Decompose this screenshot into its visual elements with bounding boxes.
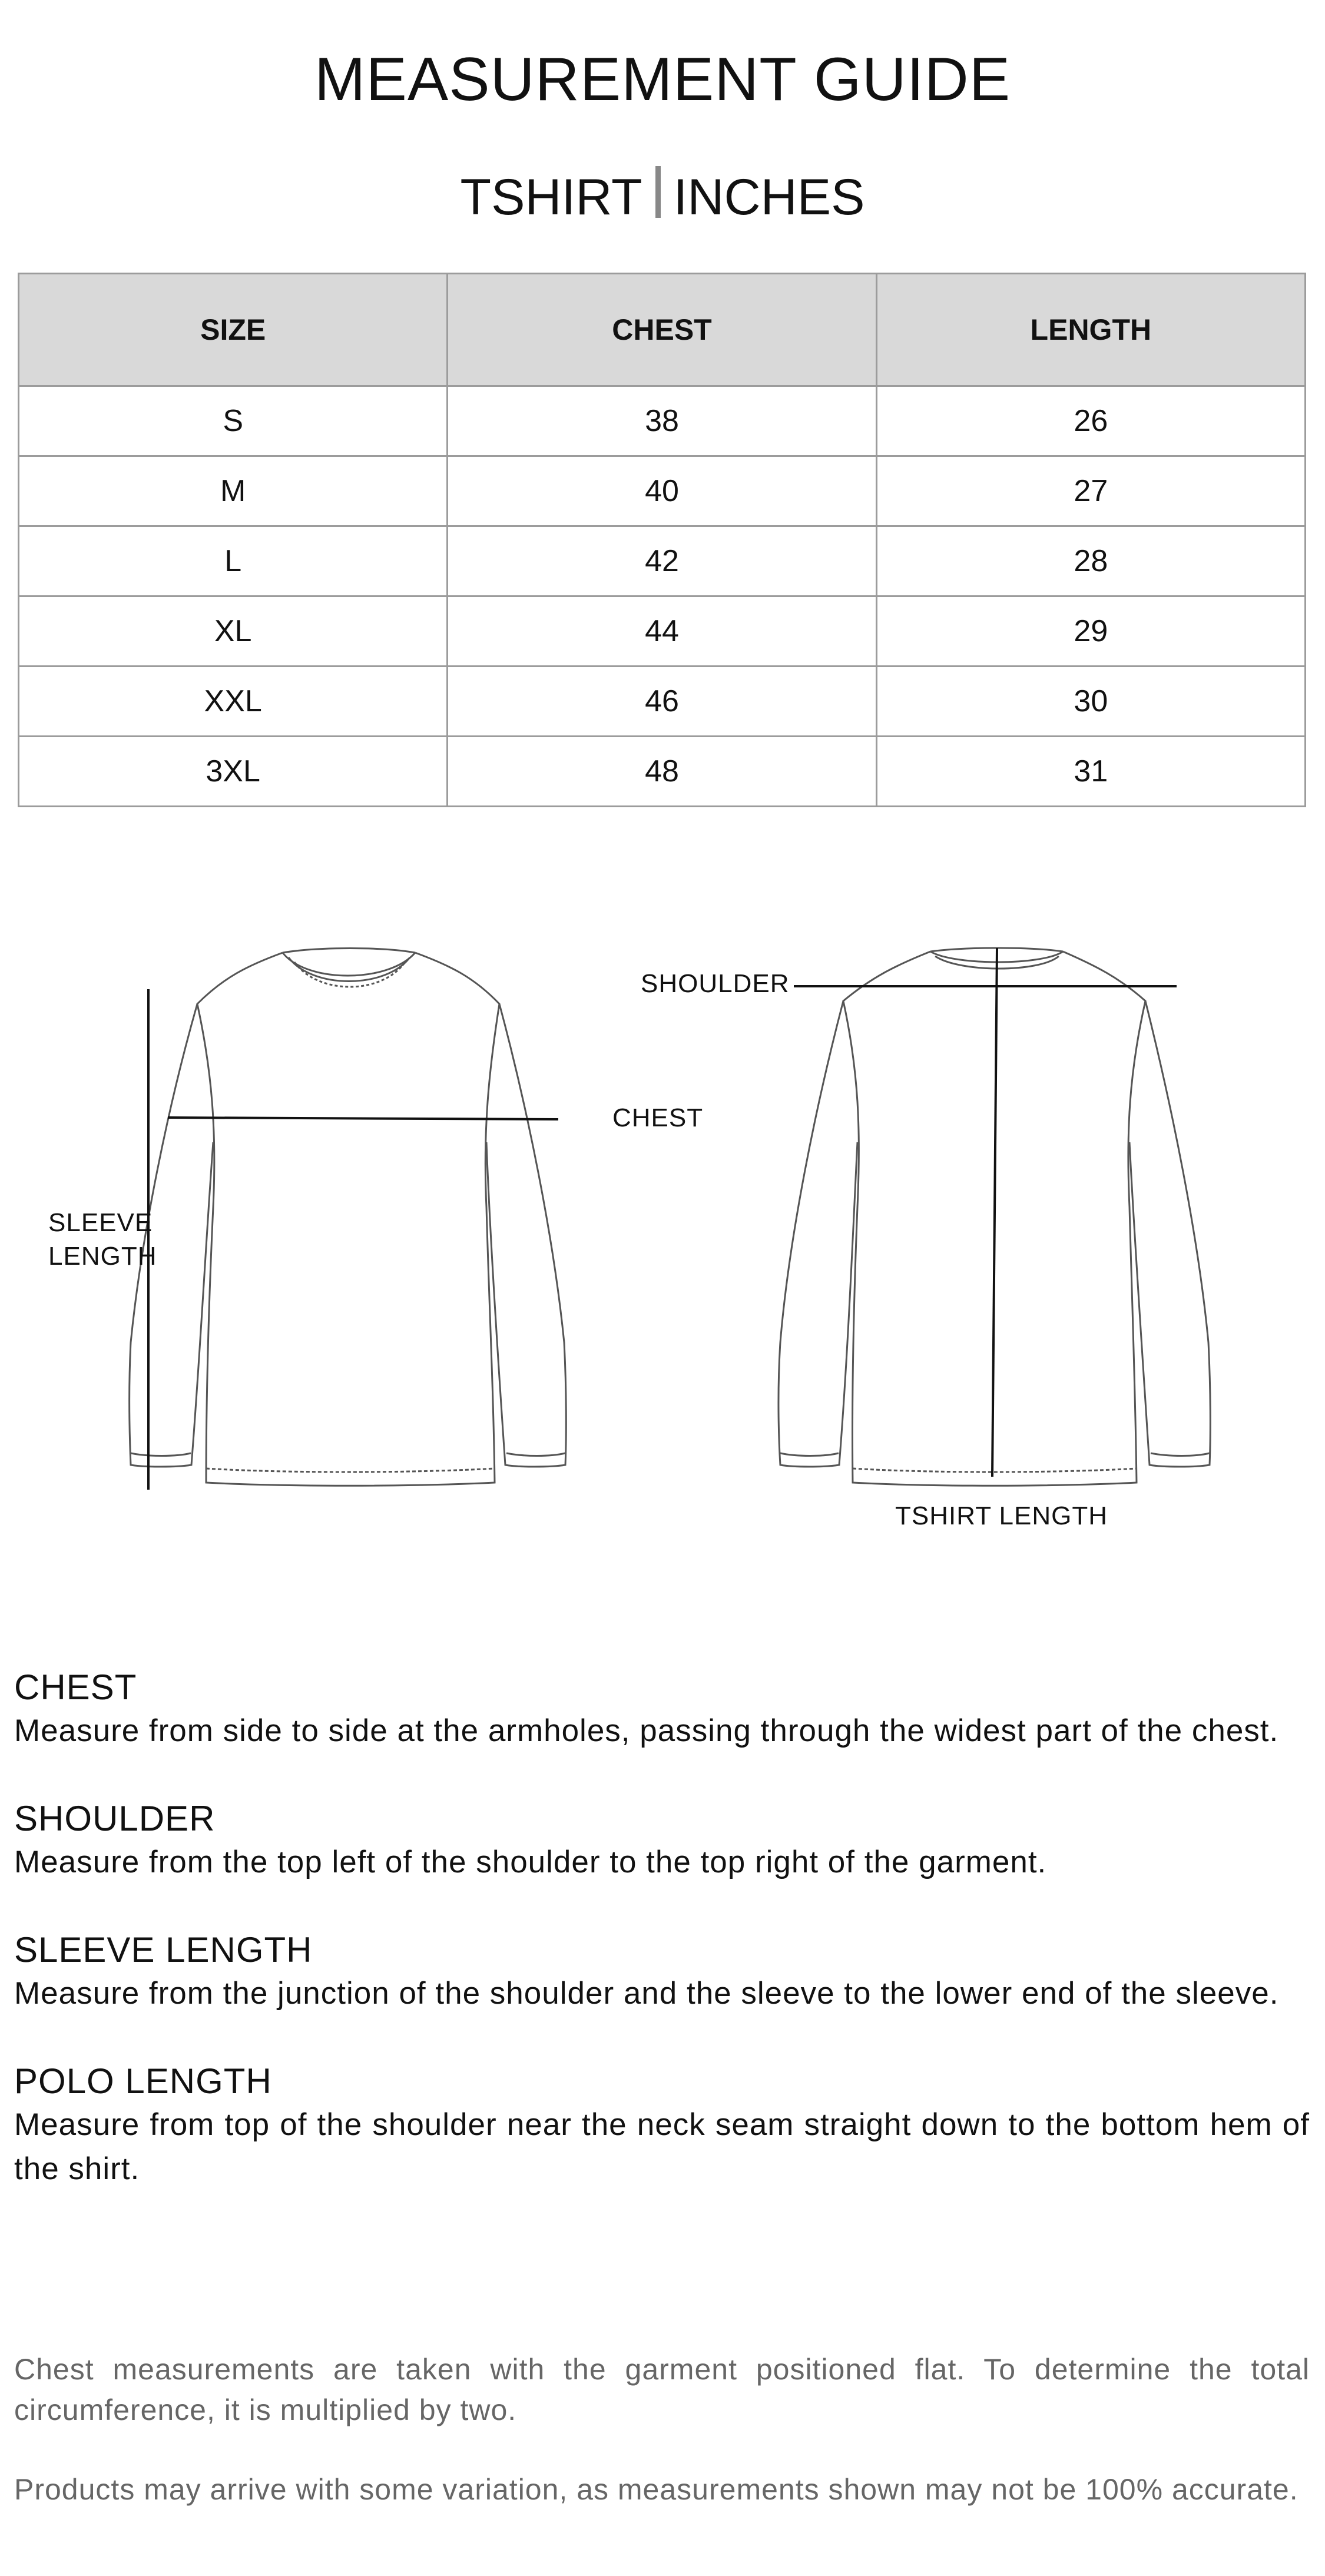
garment-type: TSHIRT (460, 169, 642, 226)
measurement-diagram (0, 930, 1325, 1578)
cell-size: L (19, 526, 448, 596)
cell-size: XL (19, 596, 448, 667)
disclaimer (14, 2349, 1310, 2549)
tshirt-length-label: TSHIRT LENGTH (895, 1501, 1108, 1530)
cell-chest: 40 (448, 456, 876, 526)
header-length: LENGTH (876, 274, 1305, 386)
table-row (19, 526, 1306, 596)
cell-size: XXL (19, 667, 448, 737)
header-size: SIZE (19, 274, 448, 386)
note-title: POLO LENGTH (14, 2061, 272, 2101)
table-row (19, 667, 1306, 737)
note-sleeve-length (14, 1929, 1310, 2015)
note-text: Measure from top of the shoulder near the neck seam straight down to the bottom hem of the shirt. (14, 2107, 1310, 2186)
cell-length: 30 (876, 667, 1305, 737)
table-row (19, 386, 1306, 456)
note-title: SLEEVE LENGTH (14, 1930, 313, 1970)
note-title: SHOULDER (14, 1799, 216, 1838)
cell-chest: 46 (448, 667, 876, 737)
divider (655, 166, 661, 218)
cell-length: 26 (876, 386, 1305, 456)
table-row (19, 737, 1306, 807)
footnote-flat-measure: Chest measurements are taken with the garment positioned flat. To determine the total circumference, it is multiplied by two. (14, 2353, 1310, 2426)
front-shirt-drawing (130, 949, 567, 1486)
note-text: Measure from the junction of the shoulder and the sleeve to the lower end of the sleeve. (14, 1976, 1279, 2011)
note-text: Measure from the top left of the shoulder to the top right of the garment. (14, 1845, 1047, 1879)
cell-chest: 48 (448, 737, 876, 807)
shoulder-label: SHOULDER (641, 969, 790, 998)
tshirt-length-line (992, 948, 997, 1477)
note-chest (14, 1666, 1310, 1753)
note-shoulder (14, 1798, 1310, 1884)
cell-length: 27 (876, 456, 1305, 526)
size-chart-table (18, 273, 1306, 807)
table-row (19, 596, 1306, 667)
note-polo-length (14, 2060, 1310, 2191)
unit-label: INCHES (673, 169, 865, 226)
cell-chest: 44 (448, 596, 876, 667)
cell-size: 3XL (19, 737, 448, 807)
cell-chest: 38 (448, 386, 876, 456)
cell-length: 28 (876, 526, 1305, 596)
measurement-instructions (14, 1666, 1310, 2236)
page-title: MEASUREMENT GUIDE (314, 45, 1011, 114)
measurement-lines (148, 948, 1177, 1490)
note-text: Measure from side to side at the armholes, passing through the widest part of the chest. (14, 1713, 1279, 1748)
sleeve-length-label: SLEEVE LENGTH (48, 1208, 157, 1271)
note-title: CHEST (14, 1667, 137, 1707)
cell-size: M (19, 456, 448, 526)
table-row (19, 456, 1306, 526)
chest-line (168, 1118, 558, 1119)
cell-length: 29 (876, 596, 1305, 667)
guide-subtitle (0, 166, 1325, 226)
cell-chest: 42 (448, 526, 876, 596)
footnote-variation: Products may arrive with some variation, as measurements shown may not be 100% accurate. (14, 2473, 1298, 2506)
chest-label: CHEST (612, 1103, 704, 1132)
table-header-row (19, 274, 1306, 386)
header-chest: CHEST (448, 274, 876, 386)
tshirt-illustration (0, 930, 1325, 1578)
cell-length: 31 (876, 737, 1305, 807)
cell-size: S (19, 386, 448, 456)
